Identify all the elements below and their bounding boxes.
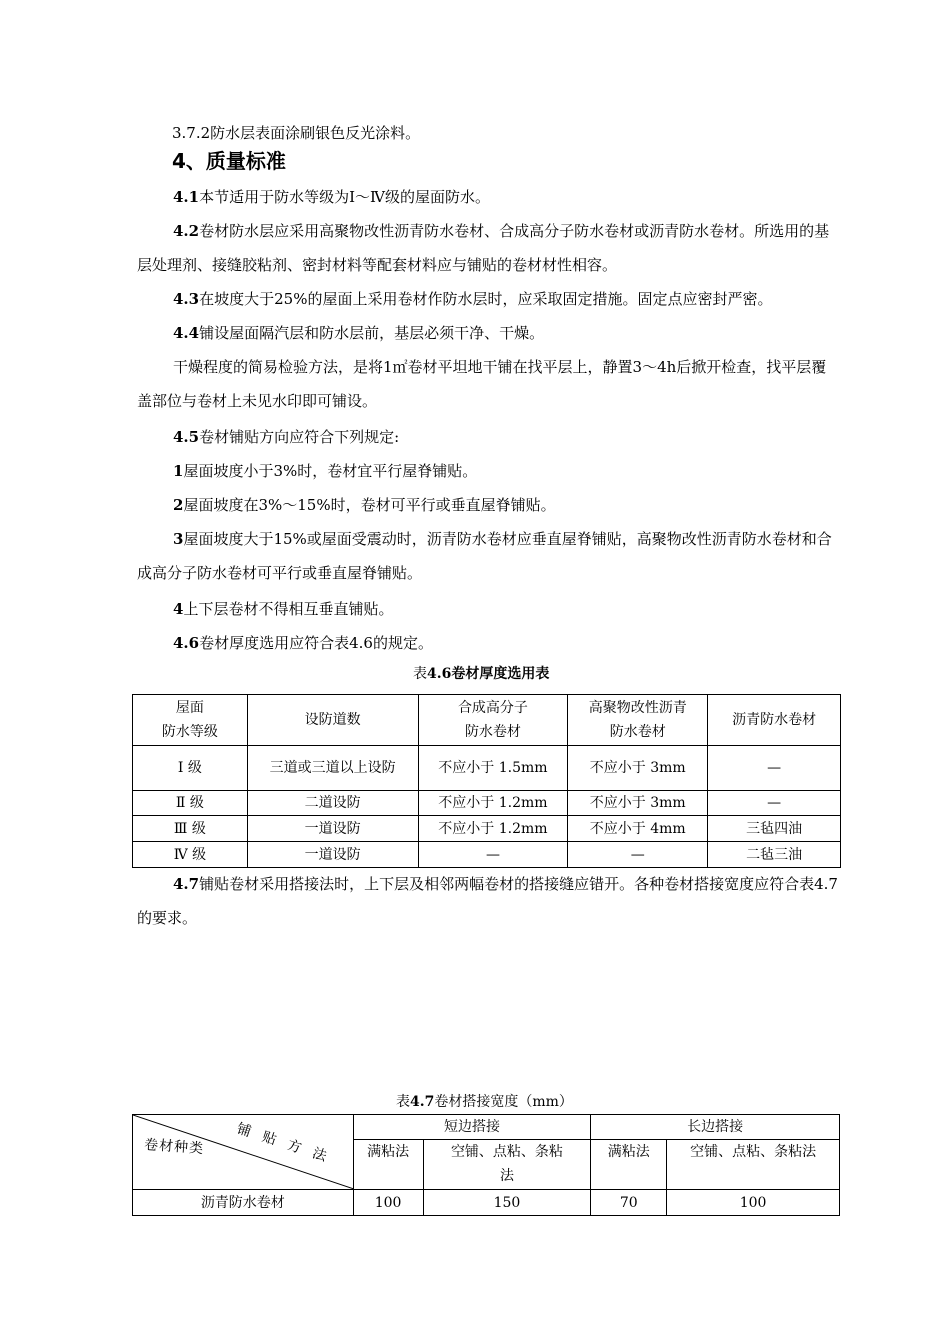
- subheader-cell: 满粘法: [591, 1140, 667, 1190]
- table-cell: 不应小于 4mm: [568, 816, 708, 842]
- rule-text: 屋面坡度大于15%或屋面受震动时，沥青防水卷材应垂直屋脊铺贴，高聚物改性沥青防水卷材和合成高分子防水卷材可平行或垂直屋脊铺贴。: [137, 530, 832, 582]
- header-cell: 设防道数: [247, 695, 418, 746]
- table-cell: Ⅰ 级: [133, 746, 248, 791]
- diag-bottom-label: 卷材种类: [143, 1136, 205, 1158]
- rule-number: 1: [173, 462, 184, 480]
- rule-number: 4: [173, 600, 184, 618]
- table-cell: 沥青防水卷材: [133, 1190, 354, 1216]
- para-4-4: [137, 316, 841, 350]
- clause-number: 4.2: [173, 222, 200, 240]
- clause-number: 4.5: [173, 428, 200, 446]
- table-row: [133, 791, 841, 816]
- table-cell: 三毡四油: [708, 816, 841, 842]
- table-cell: Ⅱ 级: [133, 791, 248, 816]
- table-cell: 150: [423, 1190, 591, 1216]
- table-cell: —: [708, 791, 841, 816]
- para-4-4-method: 干燥程度的简易检验方法，是将1㎡卷材平坦地干铺在找平层上，静置3～4h后掀开检查，找平层覆盖部位与卷材上未见水印即可铺设。: [137, 358, 827, 410]
- clause-text: 铺贴卷材采用搭接法时，上下层及相邻两幅卷材的搭接缝应错开。各种卷材搭接宽度应符合表4.7的要求。: [137, 875, 838, 927]
- table-cell: 二毡三油: [708, 842, 841, 868]
- section-heading: 4、质量标准: [172, 149, 286, 173]
- caption-title: 卷材厚度选用表: [451, 666, 550, 682]
- para-4-3: [137, 282, 841, 316]
- rule-text: 屋面坡度在3%～15%时，卷材可平行或垂直屋脊铺贴。: [183, 496, 556, 514]
- table-cell: 70: [591, 1190, 667, 1216]
- rule-number: 2: [173, 496, 184, 514]
- table-row: [133, 1190, 840, 1216]
- table-cell: 不应小于 1.2mm: [418, 816, 568, 842]
- para-4-6: [137, 626, 841, 660]
- table-cell: 一道设防: [247, 816, 418, 842]
- clause-text: 在坡度大于25%的屋面上采用卷材作防水层时，应采取固定措施。固定点应密封严密。: [199, 290, 773, 308]
- caption-title: 卷材搭接宽度（mm）: [434, 1094, 573, 1110]
- rule-4: [137, 592, 841, 626]
- clause-number: 4.1: [173, 188, 200, 206]
- clause-text: 卷材铺贴方向应符合下列规定:: [199, 428, 400, 446]
- table-cell: 二道设防: [247, 791, 418, 816]
- clause-number: 4.6: [173, 634, 200, 652]
- table-header-row: [133, 1115, 840, 1140]
- table-4-7: [132, 1114, 840, 1216]
- group-header-long-edge: 长边搭接: [591, 1115, 840, 1140]
- table-cell: 100: [667, 1190, 840, 1216]
- table-cell: —: [708, 746, 841, 791]
- caption-prefix: 表: [396, 1094, 410, 1110]
- table-cell: Ⅳ 级: [133, 842, 248, 868]
- clause-number: 4.7: [173, 875, 200, 893]
- clause-text: 卷材防水层应采用高聚物改性沥青防水卷材、合成高分子防水卷材或沥青防水卷材。所选用的基层处理剂、接缝胶粘剂、密封材料等配套材料应与铺贴的卷材材性相容。: [137, 222, 830, 274]
- header-cell: 屋面 防水等级: [133, 695, 248, 746]
- table-cell: 三道或三道以上设防: [247, 746, 418, 791]
- clause-text: 本节适用于防水等级为Ⅰ～Ⅳ级的屋面防水。: [199, 188, 491, 206]
- caption-number: 4.6: [427, 666, 452, 682]
- table-row: [133, 816, 841, 842]
- clause-text: 卷材厚度选用应符合表4.6的规定。: [199, 634, 433, 652]
- para-4-5: [137, 420, 841, 454]
- subheader-cell: 满粘法: [353, 1140, 423, 1190]
- table-cell: 不应小于 1.5mm: [418, 746, 568, 791]
- table-cell: —: [418, 842, 568, 868]
- subheader-cell: 空铺、点粘、条粘 法: [423, 1140, 591, 1190]
- table-cell: —: [568, 842, 708, 868]
- table-header-row: [133, 695, 841, 746]
- para-4-1: [137, 180, 841, 214]
- table-cell: 一道设防: [247, 842, 418, 868]
- rule-number: 3: [173, 530, 184, 548]
- rule-2: [137, 488, 841, 522]
- diag-top-label: 铺 贴 方 法: [234, 1120, 333, 1167]
- clause-text: 铺设屋面隔汽层和防水层前，基层必须干净、干燥。: [199, 324, 545, 342]
- table-4-6: [132, 694, 841, 868]
- para-4-7: [137, 867, 841, 935]
- header-cell: 高聚物改性沥青 防水卷材: [568, 695, 708, 746]
- table-4-7-caption: [396, 1092, 573, 1112]
- clause-number: 4.3: [173, 290, 200, 308]
- table-row: [133, 746, 841, 791]
- rule-1: [137, 454, 841, 488]
- subheader-cell: 空铺、点粘、条粘法: [667, 1140, 840, 1190]
- header-cell: 合成高分子 防水卷材: [418, 695, 568, 746]
- table-row: [133, 842, 841, 868]
- table-cell: 不应小于 3mm: [568, 746, 708, 791]
- group-header-short-edge: 短边搭接: [353, 1115, 591, 1140]
- para-3-7-2: 3.7.2防水层表面涂刷银色反光涂料。: [172, 124, 421, 142]
- table-cell: 不应小于 3mm: [568, 791, 708, 816]
- rule-text: 屋面坡度小于3%时，卷材宜平行屋脊铺贴。: [183, 462, 478, 480]
- table-cell: 不应小于 1.2mm: [418, 791, 568, 816]
- diagonal-header-cell: [133, 1115, 354, 1190]
- caption-number: 4.7: [410, 1094, 435, 1110]
- caption-prefix: 表: [413, 666, 427, 682]
- table-cell: Ⅲ 级: [133, 816, 248, 842]
- rule-text: 上下层卷材不得相互垂直铺贴。: [183, 600, 394, 618]
- header-cell: 沥青防水卷材: [708, 695, 841, 746]
- rule-3: [137, 522, 841, 590]
- table-4-6-caption: [413, 664, 549, 684]
- table-cell: 100: [353, 1190, 423, 1216]
- para-4-2: [137, 214, 841, 282]
- clause-number: 4.4: [173, 324, 200, 342]
